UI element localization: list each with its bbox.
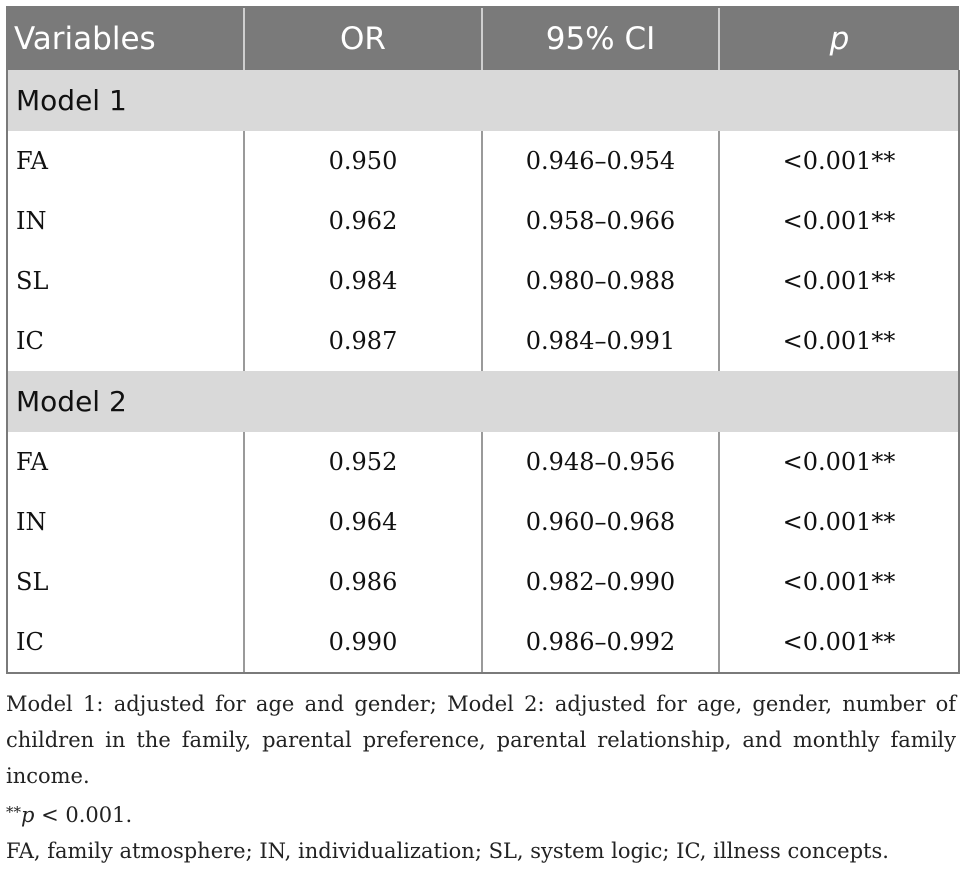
header-p: p [719, 7, 959, 70]
table-footnotes [6, 686, 956, 869]
table-row [7, 432, 959, 492]
cell-ci: 0.948–0.956 [482, 432, 719, 492]
significance-note [6, 794, 956, 833]
cell-p: <0.001** [719, 191, 959, 251]
cell-p: <0.001** [719, 432, 959, 492]
abbreviations-note: FA, family atmosphere; IN, individualization; SL, system logic; IC, illness concepts. [6, 839, 889, 863]
cell-variable: IN [7, 191, 244, 251]
significance-p-symbol: p [21, 803, 35, 827]
cell-or: 0.964 [244, 492, 482, 552]
cell-ci: 0.986–0.992 [482, 612, 719, 673]
cell-p: <0.001** [719, 492, 959, 552]
cell-ci: 0.958–0.966 [482, 191, 719, 251]
model-adjustment-note: Model 1: adjusted for age and gender; Model 2: adjusted for age, gender, number of children in the family, parental preference, parental relationship, and monthly family income. [6, 692, 956, 788]
cell-variable: IN [7, 492, 244, 552]
cell-or: 0.987 [244, 311, 482, 371]
cell-ci: 0.984–0.991 [482, 311, 719, 371]
cell-or: 0.962 [244, 191, 482, 251]
header-variables: Variables [7, 7, 244, 70]
cell-p: <0.001** [719, 552, 959, 612]
header-ci: 95% CI [482, 7, 719, 70]
cell-p: <0.001** [719, 311, 959, 371]
cell-ci: 0.960–0.968 [482, 492, 719, 552]
cell-variable: IC [7, 311, 244, 371]
cell-variable: SL [7, 552, 244, 612]
section-label: Model 2 [7, 371, 959, 432]
section-row-model-1 [7, 70, 959, 131]
table-header-row [7, 7, 959, 70]
cell-variable: SL [7, 251, 244, 311]
table-row [7, 612, 959, 673]
cell-p: <0.001** [719, 131, 959, 191]
header-or: OR [244, 7, 482, 70]
table-row [7, 492, 959, 552]
significance-stars: ** [6, 803, 21, 821]
cell-variable: FA [7, 131, 244, 191]
cell-or: 0.952 [244, 432, 482, 492]
cell-variable: IC [7, 612, 244, 673]
table-row [7, 552, 959, 612]
cell-or: 0.984 [244, 251, 482, 311]
cell-or: 0.950 [244, 131, 482, 191]
cell-or: 0.990 [244, 612, 482, 673]
cell-ci: 0.980–0.988 [482, 251, 719, 311]
results-table-container [6, 6, 958, 674]
table-row [7, 251, 959, 311]
table-row [7, 131, 959, 191]
cell-p: <0.001** [719, 612, 959, 673]
cell-or: 0.986 [244, 552, 482, 612]
section-label: Model 1 [7, 70, 959, 131]
table-row [7, 311, 959, 371]
odds-ratio-table [6, 6, 960, 674]
cell-p: <0.001** [719, 251, 959, 311]
table-row [7, 191, 959, 251]
cell-variable: FA [7, 432, 244, 492]
cell-ci: 0.946–0.954 [482, 131, 719, 191]
significance-threshold: < 0.001. [34, 803, 133, 827]
cell-ci: 0.982–0.990 [482, 552, 719, 612]
section-row-model-2 [7, 371, 959, 432]
